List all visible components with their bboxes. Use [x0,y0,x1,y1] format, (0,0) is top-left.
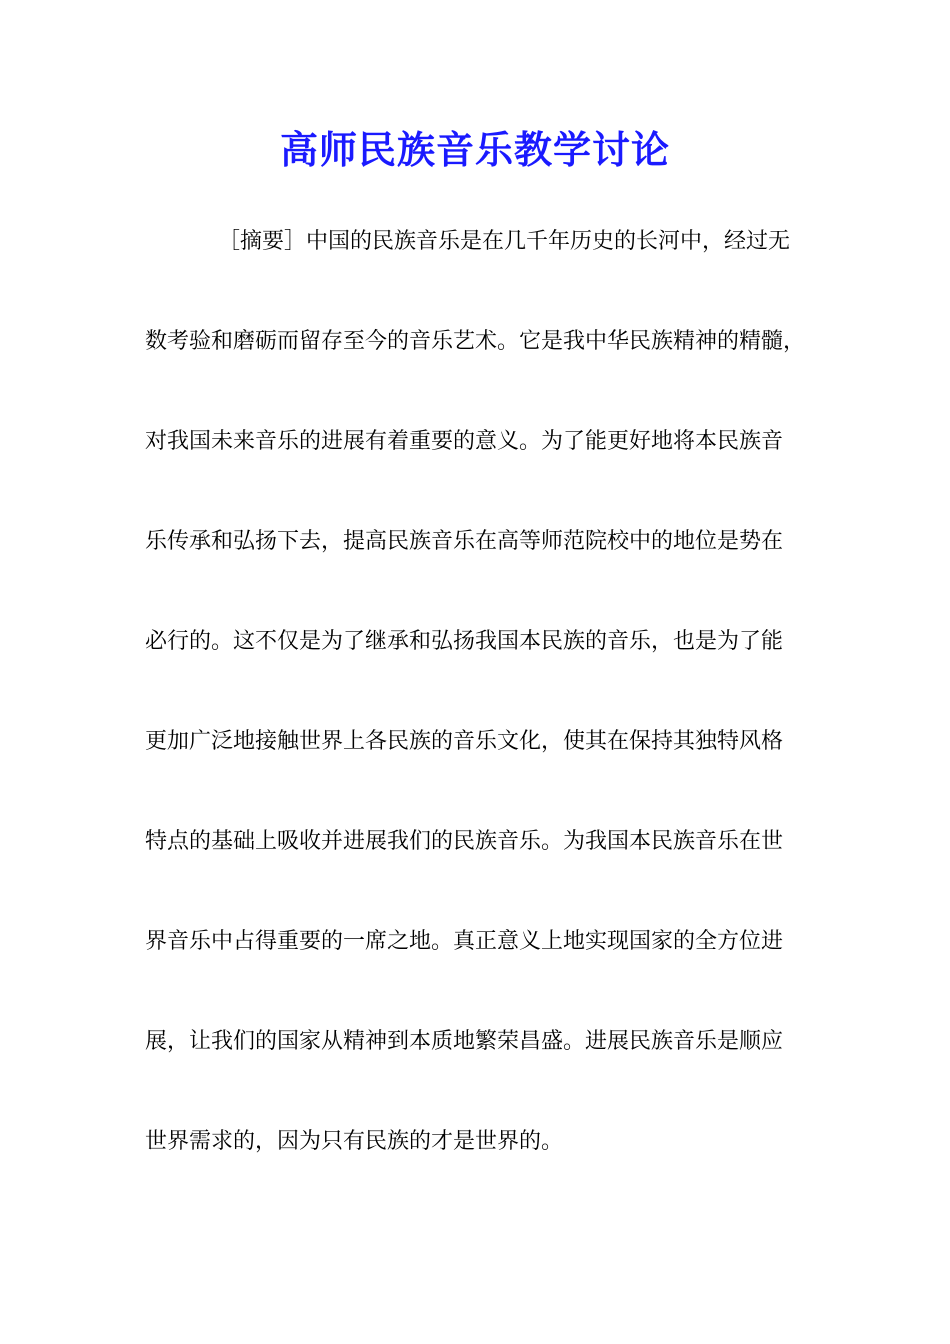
abstract-line-9: 展，让我们的国家从精神到本质地繁荣昌盛。进展民族音乐是顺应 [145,1029,784,1054]
abstract-line-3: 对我国未来音乐的进展有着重要的意义。为了能更好地将本民族音 [145,429,784,454]
abstract-line-6: 更加广泛地接触世界上各民族的音乐文化，使其在保持其独特风格 [145,729,784,754]
abstract-line-5: 必行的。这不仅是为了继承和弘扬我国本民族的音乐，也是为了能 [145,629,784,654]
abstract-line-8: 界音乐中占得重要的一席之地。真正意义上地实现国家的全方位进 [145,929,784,954]
document-title: 高师民族音乐教学讨论 [279,127,670,172]
abstract-line-4: 乐传承和弘扬下去，提高民族音乐在高等师范院校中的地位是势在 [145,529,784,554]
abstract-line-2: 数考验和磨砺而留存至今的音乐艺术。它是我中华民族精神的精髓， [145,329,806,354]
abstract-line-7: 特点的基础上吸收并进展我们的民族音乐。为我国本民族音乐在世 [145,829,784,854]
abstract-line-10: 世界需求的，因为只有民族的才是世界的。 [145,1129,564,1154]
abstract-line-1: ［摘要］中国的民族音乐是在几千年历史的长河中，经过无 [218,229,791,254]
